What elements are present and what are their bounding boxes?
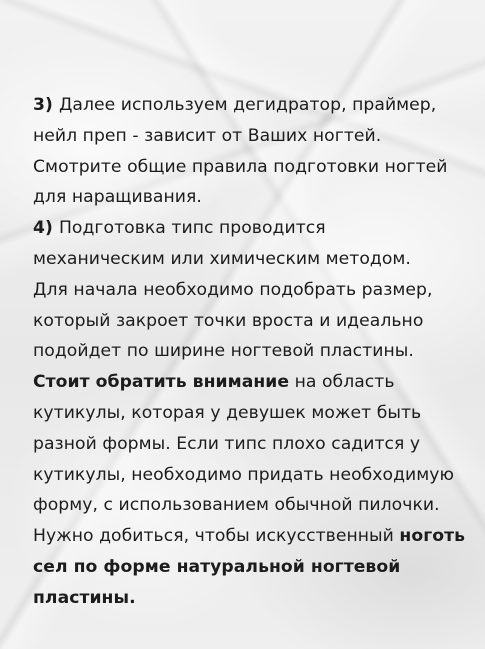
- text-line: механическим или химическим методом.: [33, 248, 411, 269]
- text-line: [33, 367, 483, 398]
- text-line: [33, 521, 483, 552]
- line-text: Далее используем дегидратор, праймер,: [58, 95, 437, 115]
- text-line: который закроет точки вроста и идеально: [33, 310, 424, 331]
- line-text: Подготовка типс проводится: [58, 218, 326, 239]
- emphasis-text: Стоит обратить внимание: [33, 372, 290, 393]
- line-text: на область: [289, 372, 395, 393]
- text-line: Смотрите общие правила подготовки ногтей: [33, 156, 448, 177]
- text-line: [33, 213, 483, 244]
- text-line: кутикулы, необходимо придать необходимую: [33, 464, 454, 485]
- text-line: [33, 90, 483, 121]
- emphasis-text: ноготь: [399, 526, 466, 547]
- emphasis-line: сел по форме натуральной ногтевой: [33, 556, 401, 577]
- text-line: кутикулы, которая у девушек может быть: [33, 402, 422, 423]
- step-number: 4): [33, 218, 59, 239]
- step-number: 3): [33, 95, 59, 115]
- text-line: форму, с использованием обычной пилочки.: [33, 495, 440, 516]
- text-line: для наращивания.: [33, 187, 202, 208]
- text-line: подойдет по ширине ногтевой пластины.: [33, 341, 414, 362]
- text-line: разной формы. Если типс плохо садится у: [33, 433, 421, 454]
- emphasis-line: пластины.: [33, 587, 136, 608]
- document-body: [33, 90, 483, 614]
- line-text: Нужно добиться, чтобы искусственный: [33, 526, 400, 547]
- text-line: Для начала необходимо подобрать размер,: [33, 279, 433, 300]
- text-line: нейл преп - зависит от Ваших ногтей.: [33, 125, 382, 146]
